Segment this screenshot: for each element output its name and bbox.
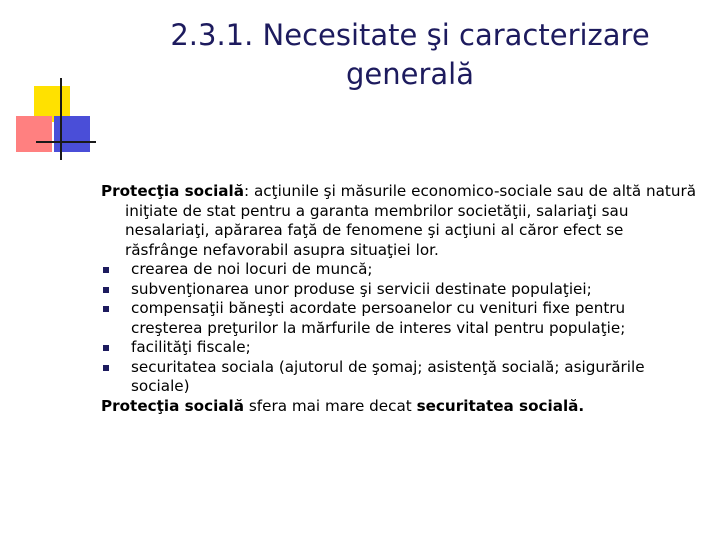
title-line-2: generală: [346, 57, 474, 91]
bullet-text: crearea de noi locuri de muncă;: [131, 260, 373, 278]
bullet-text: securitatea sociala (ajutorul de şomaj; asistenţă socială; asigurările sociale): [131, 357, 645, 395]
conclusion-text: sfera mai mare decat: [244, 396, 417, 415]
square-bullet-icon: [103, 345, 109, 351]
logo-horizontal-line: [36, 141, 96, 143]
square-bullet-icon: [103, 287, 109, 293]
slide-content: [101, 182, 701, 416]
square-bullet-icon: [103, 306, 109, 312]
slide-title: [110, 16, 710, 94]
bullet-item: [101, 280, 701, 300]
conclusion-term-2: securitatea socială.: [416, 396, 585, 415]
intro-term: Protecţia socială: [101, 182, 245, 200]
conclusion-term: Protecţia socială: [101, 396, 245, 415]
intro-paragraph: [101, 182, 701, 260]
bullet-list: [101, 260, 701, 397]
square-bullet-icon: [103, 365, 109, 371]
conclusion-paragraph: [101, 397, 701, 417]
bullet-item: [101, 260, 701, 280]
title-line-1: 2.3.1. Necesitate şi caracterizare: [170, 18, 650, 52]
bullet-item: [101, 338, 701, 358]
square-bullet-icon: [103, 267, 109, 273]
logo-pink-square: [16, 116, 52, 152]
bullet-text: compensaţii băneşti acordate persoanelor cu venituri fixe pentru creşterea preţurilor la mărfurile de interes vital pentru populaţie;: [131, 299, 626, 337]
bullet-text: subvenţionarea unor produse şi servicii destinate populaţiei;: [131, 279, 592, 298]
bullet-item: [101, 299, 701, 338]
logo-vertical-line: [60, 78, 62, 160]
intro-text: : acţiunile şi măsurile economico-sociale sau de altă natură iniţiate de stat pentru a garanta membrilor societăţii, salariaţi sau nesalariaţi, apărarea faţă de fenomene şi acţiuni al căror efect se răsfrânge nefavorabil asupra situaţiei lor.: [125, 182, 697, 259]
bullet-text: facilităţi fiscale;: [131, 338, 251, 356]
bullet-item: [101, 358, 701, 397]
